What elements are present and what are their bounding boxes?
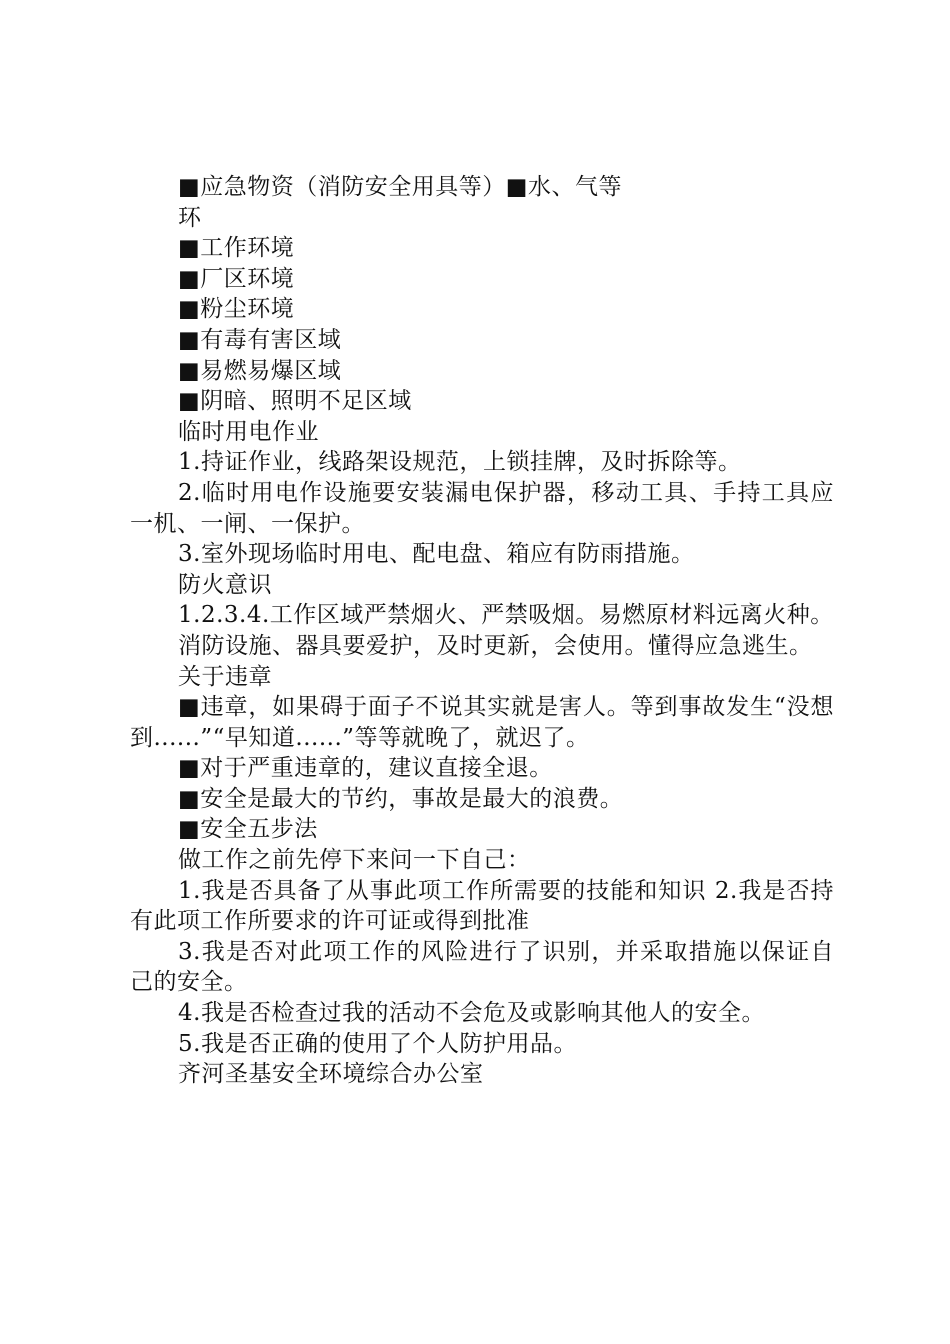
line-emergency-supplies: ■应急物资（消防安全用具等）■水、气等 <box>178 174 622 200</box>
document-body <box>130 172 834 1090</box>
item-violation-2: ■对于严重违章的，建议直接全退。 <box>178 755 553 782</box>
line-flammable-area: ■易燃易爆区域 <box>178 357 342 384</box>
item-fire-facilities: 消防设施、器具要爱护，及时更新，会使用。懂得应急逃生。 <box>178 632 813 659</box>
heading-temporary-electricity: 临时用电作业 <box>178 418 319 445</box>
five-steps-1-2: 1.我是否具备了从事此项工作所需要的技能和知识 2.我是否持有此项工作所要求的许可证或得到批准 <box>130 877 834 935</box>
item-violation-3: ■安全是最大的节约，事故是最大的浪费。 <box>178 785 624 812</box>
line-environment-heading: 环 <box>178 204 202 231</box>
five-steps-5: 5.我是否正确的使用了个人防护用品。 <box>178 1030 577 1057</box>
item-electricity-3: 3.室外现场临时用电、配电盘、箱应有防雨措施。 <box>178 541 695 568</box>
line-plant-environment: ■厂区环境 <box>178 265 295 292</box>
line-dark-area: ■阴暗、照明不足区域 <box>178 388 412 415</box>
item-electricity-2: 2.临时用电作设施要安装漏电保护器，移动工具、手持工具应一机、一闸、一保护。 <box>130 479 834 537</box>
heading-fire-awareness: 防火意识 <box>178 571 272 598</box>
item-violation-1: ■违章，如果碍于面子不说其实就是害人。等到事故发生“没想到......”“早知道......”等等就晚了，就迟了。 <box>130 694 834 751</box>
five-steps-intro: 做工作之前先停下来问一下自己： <box>178 847 531 874</box>
signature-office: 齐河圣基安全环境综合办公室 <box>178 1061 484 1088</box>
five-steps-3: 3.我是否对此项工作的风险进行了识别，并采取措施以保证自己的安全。 <box>130 938 834 996</box>
item-electricity-1: 1.持证作业，线路架设规范，上锁挂牌，及时拆除等。 <box>178 449 742 476</box>
heading-violations: 关于违章 <box>178 663 272 690</box>
five-steps-4: 4.我是否检查过我的活动不会危及或影响其他人的安全。 <box>178 1000 765 1027</box>
line-toxic-area: ■有毒有害区域 <box>178 326 342 353</box>
line-dust-environment: ■粉尘环境 <box>178 296 295 323</box>
item-fire-1-4: 1.2.3.4.工作区域严禁烟火、严禁吸烟。易燃原材料远离火种。 <box>178 602 834 629</box>
line-work-environment: ■工作环境 <box>178 235 295 262</box>
heading-five-steps: ■安全五步法 <box>178 816 318 843</box>
